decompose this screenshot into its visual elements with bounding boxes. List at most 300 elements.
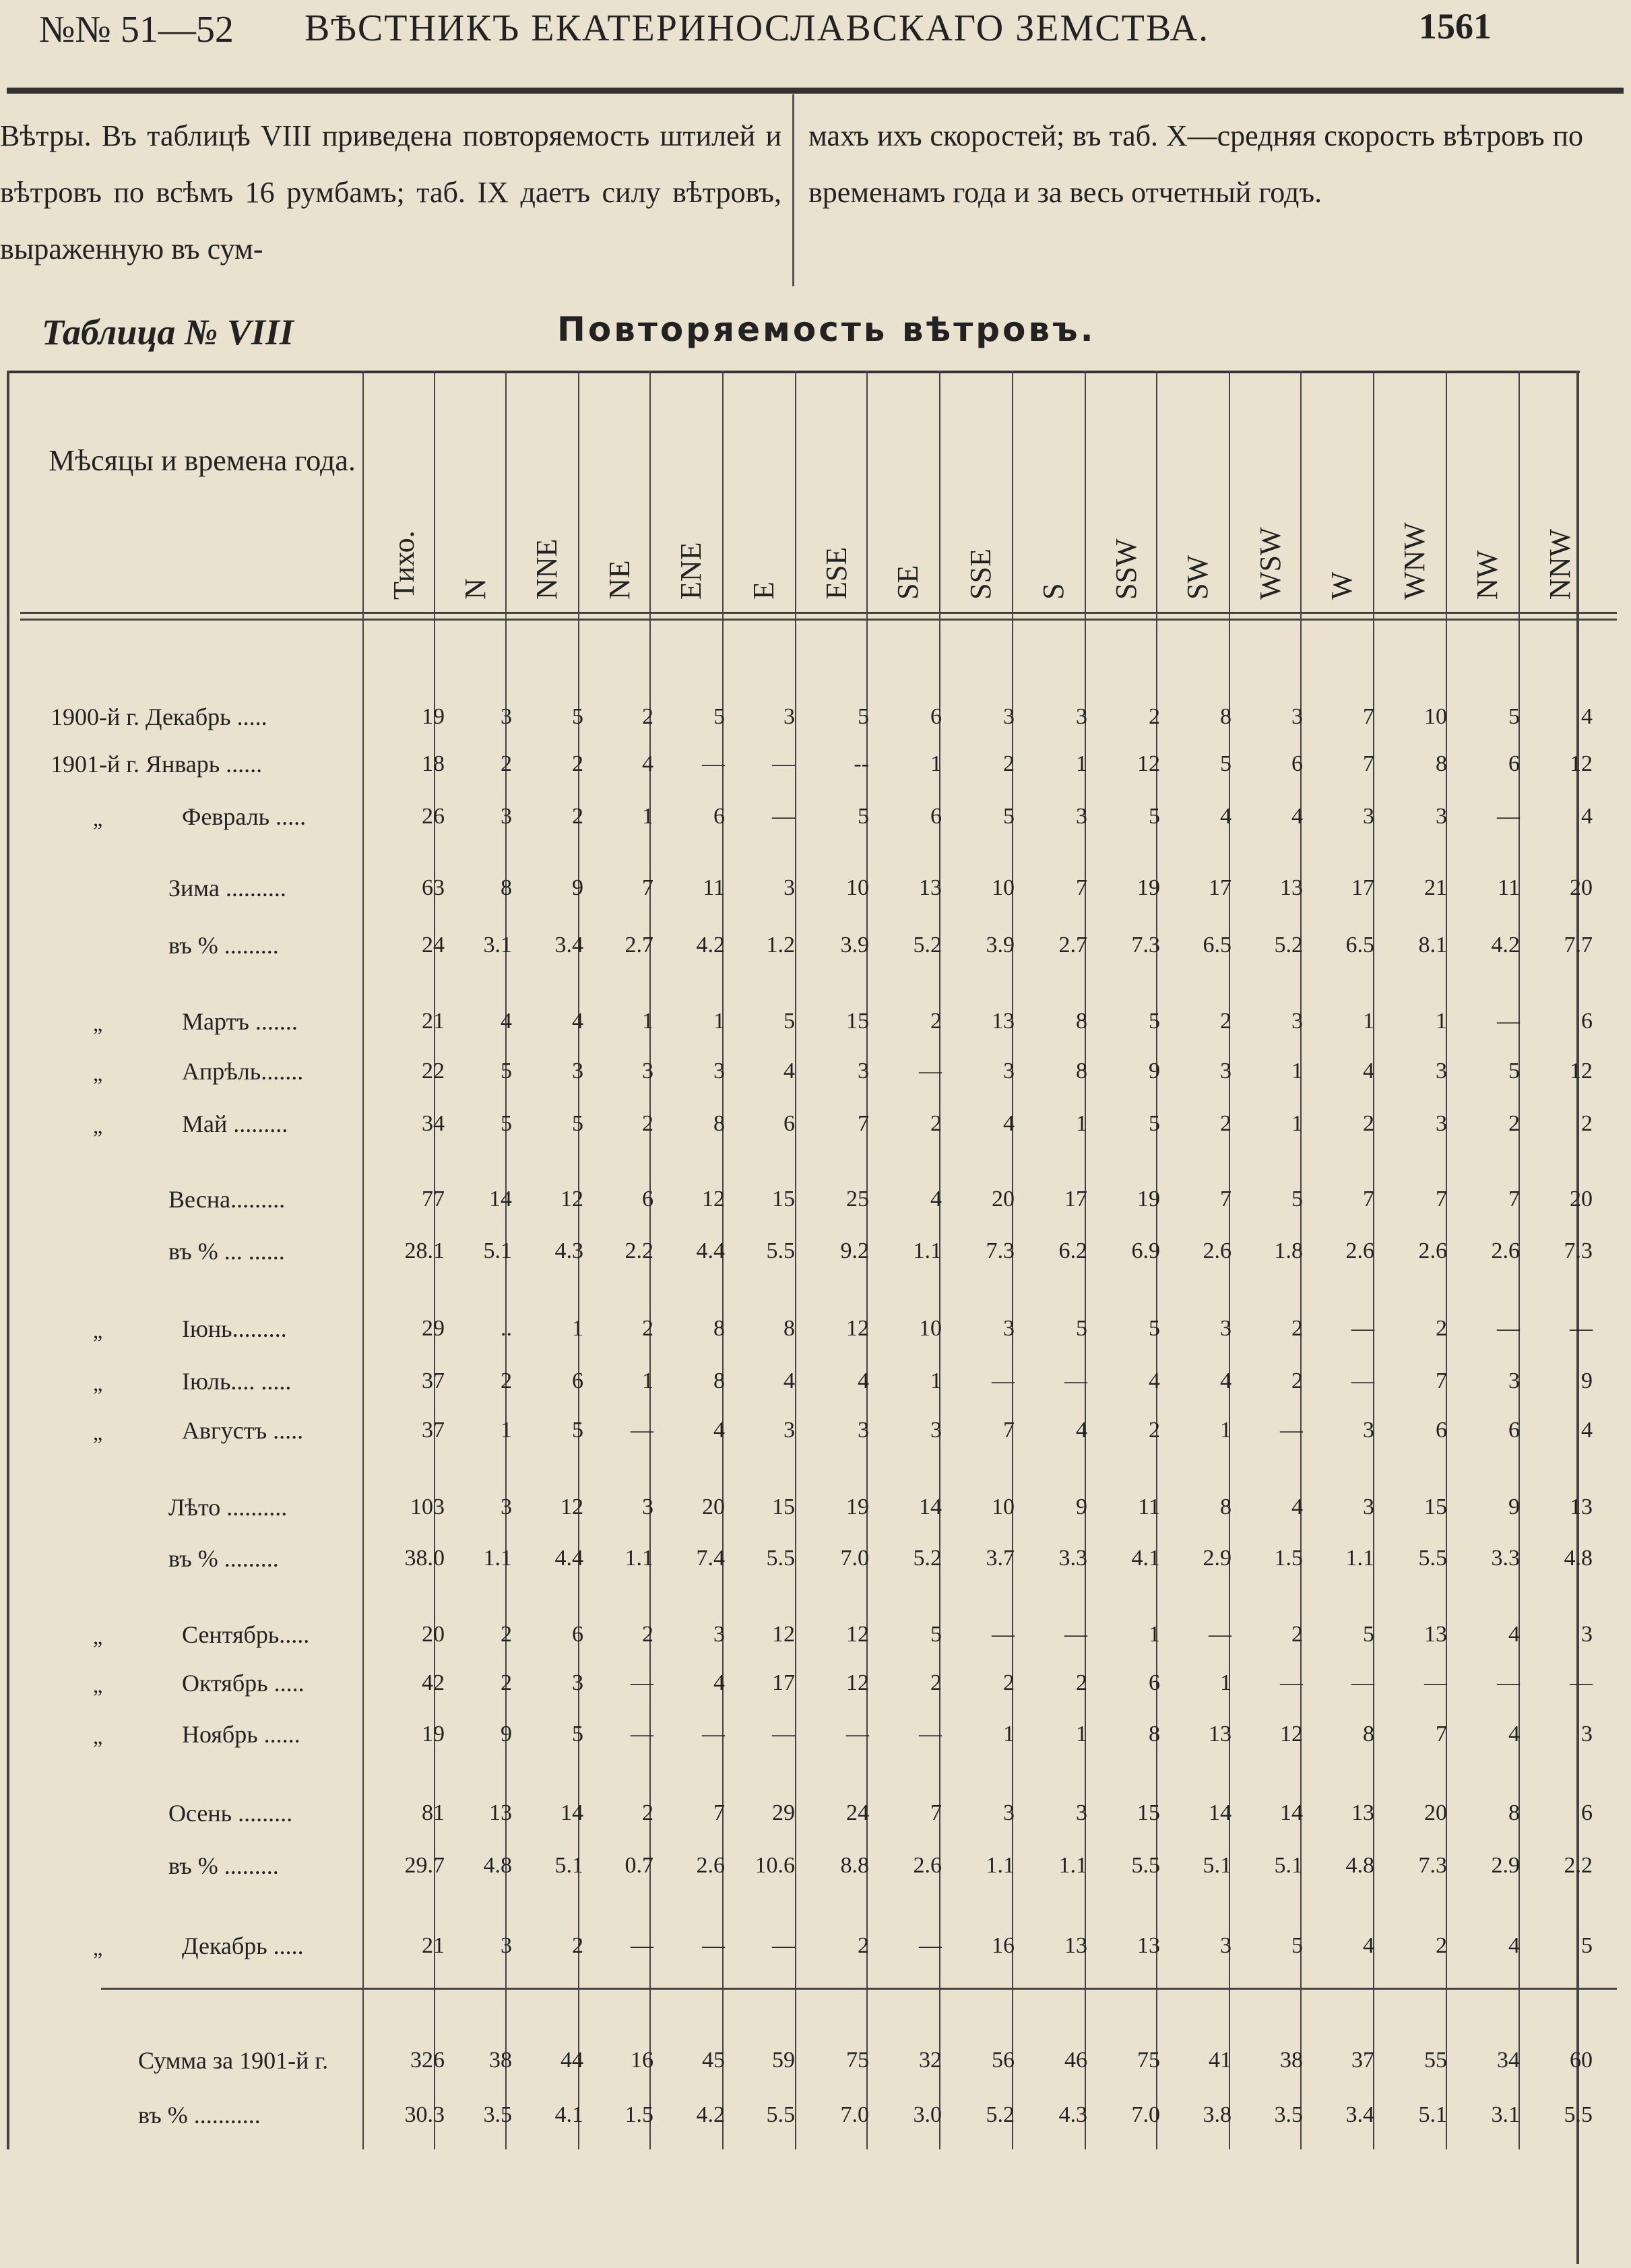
table-cell: 3: [1291, 704, 1303, 729]
table-cell: 7.0: [840, 1546, 869, 1571]
ditto-mark: „: [93, 807, 103, 831]
row-label: Іюнь.........: [182, 1315, 287, 1342]
table-cell: 4: [1149, 1368, 1160, 1393]
table-cell: 3: [501, 704, 512, 729]
table-cell: 13: [1064, 1933, 1087, 1958]
table-cell: —: [1351, 1670, 1374, 1695]
table-cell: 3: [783, 1418, 795, 1443]
table-cell: 56: [992, 2048, 1015, 2073]
table-cell: 29: [772, 1800, 795, 1825]
table-cell: 37: [1351, 2048, 1374, 2073]
table-cell: 19: [1137, 1187, 1160, 1211]
table-cell: 8: [713, 1316, 725, 1341]
table-cell: 6.5: [1203, 933, 1232, 957]
table-cell: 6: [572, 1622, 583, 1647]
table-cell: 2: [501, 1368, 512, 1393]
table-cell: 1.5: [1274, 1546, 1303, 1571]
table-cell: 10: [846, 875, 869, 900]
row-label: въ % .........: [168, 1852, 279, 1879]
table-cell: 38.0: [404, 1546, 445, 1571]
table-cell: 8: [1076, 1009, 1087, 1034]
row-label: Февраль .....: [182, 803, 307, 830]
table-cell: 3: [1363, 1418, 1374, 1443]
row-label: 1901-й г. Январь ......: [51, 751, 263, 778]
table-cell: 4: [572, 1009, 583, 1034]
table-cell: 7.3: [1418, 1853, 1447, 1878]
table-cell: 5.1: [483, 1238, 512, 1263]
table-cell: 2: [930, 1670, 942, 1695]
table-cell: 1: [930, 751, 942, 776]
table-cell: —: [919, 1059, 942, 1083]
table-cell: 7: [713, 1800, 725, 1825]
row-label: Октябрь .....: [182, 1670, 305, 1697]
table-label: Таблица № VIII: [42, 312, 294, 352]
table-cell: 12: [1280, 1722, 1303, 1746]
table-cell: 5.2: [913, 933, 942, 957]
column-header: WSW: [1254, 527, 1287, 600]
table-cell: 1: [1076, 1111, 1087, 1136]
table-cell: 3.9: [840, 933, 869, 957]
table-cell: 6: [1581, 1009, 1593, 1034]
table-cell: 14: [1209, 1800, 1232, 1825]
table-cell: --: [854, 751, 869, 776]
table-cell: 3: [1508, 1368, 1520, 1393]
table-cell: 2.6: [1345, 1238, 1374, 1263]
table-cell: 6.9: [1131, 1238, 1160, 1263]
table-cell: 4: [1508, 1622, 1520, 1647]
table-cell: 3.0: [913, 2102, 942, 2127]
table-cell: 3: [1076, 804, 1087, 829]
table-cell: 7: [1363, 1187, 1374, 1211]
table-cell: 5: [1508, 1059, 1520, 1083]
table-cell: 2: [1149, 704, 1160, 729]
table-cell: 3: [1076, 704, 1087, 729]
table-cell: 37: [422, 1418, 445, 1443]
table-cell: —: [1064, 1622, 1087, 1647]
table-cell: 5.2: [913, 1546, 942, 1571]
table-cell: 4: [501, 1009, 512, 1034]
table-cell: 2: [572, 804, 583, 829]
table-cell: —: [846, 1722, 869, 1746]
table-cell: 4.2: [1491, 933, 1520, 957]
table-cell: —: [1351, 1316, 1374, 1341]
table-cell: 8.1: [1418, 933, 1447, 957]
table-cell: 3: [501, 1933, 512, 1958]
table-cell: 5: [930, 1622, 942, 1647]
table-cell: —: [1497, 1009, 1520, 1034]
table-cell: 3: [1436, 1111, 1447, 1136]
table-cell: 3.4: [1345, 2102, 1374, 2127]
table-cell: 3.8: [1203, 2102, 1232, 2127]
table-cell: 1: [1076, 751, 1087, 776]
table-cell: 2: [572, 751, 583, 776]
table-cell: 32: [919, 2048, 942, 2073]
table-cell: 5: [858, 704, 869, 729]
column-header: SSW: [1110, 538, 1143, 600]
table-cell: 2: [1436, 1316, 1447, 1341]
table-cell: 9: [501, 1722, 512, 1746]
table-cell: 4.8: [483, 1853, 512, 1878]
table-cell: 3: [713, 1059, 725, 1083]
table-cell: 5.1: [1203, 1853, 1232, 1878]
table-cell: 4.8: [1564, 1546, 1593, 1571]
table-cell: 4: [930, 1187, 942, 1211]
table-cell: 2.7: [1058, 933, 1087, 957]
table-cell: 1: [1291, 1059, 1303, 1083]
table-cell: 6: [642, 1187, 653, 1211]
table-cell: 5: [1076, 1316, 1087, 1341]
table-cell: 7: [642, 875, 653, 900]
table-cell: —: [992, 1622, 1015, 1647]
table-cell: 1.1: [1345, 1546, 1374, 1571]
table-cell: 3: [1436, 804, 1447, 829]
table-cell: 13: [992, 1009, 1015, 1034]
table-cell: 8: [713, 1111, 725, 1136]
table-cell: 9.2: [840, 1238, 869, 1263]
table-cell: 8: [1220, 704, 1232, 729]
table-cell: 20: [1570, 1187, 1593, 1211]
row-label: въ % .........: [168, 932, 279, 959]
ditto-mark: „: [93, 1673, 103, 1697]
table-cell: 77: [422, 1187, 445, 1211]
table-cell: 1: [1220, 1670, 1232, 1695]
table-cell: 3: [1581, 1622, 1593, 1647]
column-header: E: [747, 581, 780, 600]
table-cell: 2: [1291, 1622, 1303, 1647]
table-cell: 4: [1220, 804, 1232, 829]
table-cell: 4: [642, 751, 653, 776]
table-cell: 45: [702, 2048, 725, 2073]
table-cell: 3: [858, 1059, 869, 1083]
table-cell: 1: [1436, 1009, 1447, 1034]
table-cell: 12: [846, 1622, 869, 1647]
table-cell: 63: [422, 875, 445, 900]
table-cell: 4.4: [554, 1546, 583, 1571]
table-cell: 1.5: [625, 2102, 653, 2127]
table-cell: 2.6: [913, 1853, 942, 1878]
table-column-rule: [795, 371, 796, 2149]
table-cell: 19: [846, 1494, 869, 1519]
table-cell: 5.5: [1564, 2102, 1593, 2127]
table-cell: 3.1: [483, 933, 512, 957]
table-cell: 3.1: [1491, 2102, 1520, 2127]
table-cell: 17: [1064, 1187, 1087, 1211]
table-cell: 5: [1003, 804, 1015, 829]
table-cell: 6: [930, 804, 942, 829]
table-cell: 3: [858, 1418, 869, 1443]
table-cell: 13: [1137, 1933, 1160, 1958]
table-cell: —: [702, 1722, 725, 1746]
table-cell: 5: [572, 1418, 583, 1443]
table-cell: 3: [572, 1670, 583, 1695]
table-cell: 5: [501, 1059, 512, 1083]
table-cell: 4.1: [554, 2102, 583, 2127]
table-cell: 9: [1581, 1368, 1593, 1393]
table-cell: 42: [422, 1670, 445, 1695]
table-cell: 5: [572, 704, 583, 729]
table-cell: 38: [489, 2048, 512, 2073]
table-cell: 1.1: [483, 1546, 512, 1571]
table-cell: 1.1: [625, 1546, 653, 1571]
intro-paragraph-left: Вѣтры. Въ таблицѣ VIII приведена повторяемость штилей и вѣтровъ по всѣмъ 16 румбамъ; таб. IX даетъ силу вѣтровъ, выраженную въ сум-: [0, 119, 781, 265]
table-cell: 3: [713, 1622, 725, 1647]
table-cell: 3: [1076, 1800, 1087, 1825]
table-cell: 17: [772, 1670, 795, 1695]
table-cell: 8.8: [840, 1853, 869, 1878]
ditto-mark: „: [93, 1061, 103, 1085]
table-cell: —: [1351, 1368, 1374, 1393]
table-cell: 5: [1581, 1933, 1593, 1958]
column-header: ESE: [820, 546, 853, 600]
table-cell: 9: [1508, 1494, 1520, 1519]
table-cell: 2: [1003, 751, 1015, 776]
column-header: N: [459, 578, 492, 600]
table-cell: 2.6: [1418, 1238, 1447, 1263]
table-cell: 7: [1436, 1368, 1447, 1393]
table-cell: 1: [1149, 1622, 1160, 1647]
table-cell: 13: [1570, 1494, 1593, 1519]
table-cell: 13: [1351, 1800, 1374, 1825]
table-cell: —: [992, 1368, 1015, 1393]
table-cell: —: [772, 751, 795, 776]
table-cell: 22: [422, 1059, 445, 1083]
table-cell: 4: [713, 1670, 725, 1695]
table-cell: 1: [642, 1009, 653, 1034]
table-cell: 19: [422, 1722, 445, 1746]
row-label: Осень .........: [168, 1800, 293, 1827]
table-cell: 3.7: [986, 1546, 1015, 1571]
table-cell: 2: [1220, 1111, 1232, 1136]
table-cell: 2: [501, 1670, 512, 1695]
table-cell: 7: [1363, 751, 1374, 776]
table-cell: —: [1280, 1670, 1303, 1695]
table-cell: 8: [783, 1316, 795, 1341]
table-cell: 2.9: [1491, 1853, 1520, 1878]
table-cell: 6: [1291, 751, 1303, 776]
table-cell: 2: [1149, 1418, 1160, 1443]
table-cell: 5.2: [986, 2102, 1015, 2127]
page-number: 1561: [1419, 6, 1492, 46]
table-cell: 4: [1291, 804, 1303, 829]
table-cell: 4.3: [1058, 2102, 1087, 2127]
table-cell: 34: [1497, 2048, 1520, 2073]
ditto-mark: „: [93, 1319, 103, 1343]
intro-paragraph-right: махъ ихъ скоростей; въ таб. X—средняя скорость вѣтровъ по временамъ года и за весь отчетный годъ.: [808, 119, 1583, 209]
table-cell: 2: [501, 751, 512, 776]
table-cell: 2: [1363, 1111, 1374, 1136]
row-label: Ноябрь ......: [182, 1721, 300, 1748]
column-header: Тихо.: [387, 530, 420, 600]
table-cell: 3: [501, 804, 512, 829]
table-cell: 7.3: [1564, 1238, 1593, 1263]
table-cell: 5: [1149, 1111, 1160, 1136]
row-label: Апрѣль.......: [182, 1058, 304, 1085]
table-cell: 8: [713, 1368, 725, 1393]
table-cell: 8: [1220, 1494, 1232, 1519]
table-cell: 4: [1291, 1494, 1303, 1519]
table-cell: 5.2: [1274, 933, 1303, 957]
table-cell: 1: [1076, 1722, 1087, 1746]
ditto-mark: „: [93, 1420, 103, 1445]
table-cell: 2.9: [1203, 1546, 1232, 1571]
table-cell: 6: [713, 804, 725, 829]
table-cell: 4: [1220, 1368, 1232, 1393]
table-cell: —: [1497, 804, 1520, 829]
table-cell: —: [702, 751, 725, 776]
table-cell: 2: [572, 1933, 583, 1958]
table-cell: 5: [1149, 804, 1160, 829]
table-cell: 4: [783, 1059, 795, 1083]
table-cell: 1.1: [1058, 1853, 1087, 1878]
row-label: Зима ..........: [168, 875, 286, 902]
table-cell: 2: [642, 704, 653, 729]
column-header: SSE: [964, 548, 997, 600]
table-cell: 3: [1220, 1059, 1232, 1083]
table-cell: 13: [489, 1800, 512, 1825]
column-divider: [792, 94, 794, 286]
table-cell: 6: [1436, 1418, 1447, 1443]
table-cell: 15: [772, 1494, 795, 1519]
table-cell: 3: [1291, 1009, 1303, 1034]
table-cell: 3: [1363, 804, 1374, 829]
table-cell: 2: [642, 1800, 653, 1825]
table-cell: 4.4: [696, 1238, 725, 1263]
table-cell: 13: [1424, 1622, 1447, 1647]
table-cell: 5: [572, 1111, 583, 1136]
table-cell: 3.3: [1491, 1546, 1520, 1571]
table-cell: 3.9: [986, 933, 1015, 957]
table-cell: 4: [1508, 1933, 1520, 1958]
month-column-header: Мѣсяцы и времена года.: [49, 444, 356, 477]
row-label: Сентябрь.....: [182, 1621, 310, 1648]
table-cell: 5: [713, 704, 725, 729]
table-cell: 3: [1003, 1059, 1015, 1083]
table-cell: 6: [783, 1111, 795, 1136]
table-cell: 29.7: [404, 1853, 445, 1878]
table-cell: 14: [561, 1800, 583, 1825]
ditto-mark: „: [93, 1936, 103, 1960]
journal-title: ВѢСТНИКЪ ЕКАТЕРИНОСЛАВСКАГО ЗЕМСТВА.: [305, 7, 1210, 49]
table-cell: 29: [422, 1316, 445, 1341]
table-row-rule: [20, 612, 1617, 614]
ditto-mark: „: [93, 1625, 103, 1649]
table-cell: 10: [919, 1316, 942, 1341]
table-cell: 5.5: [1131, 1853, 1160, 1878]
table-cell: 1: [1363, 1009, 1374, 1034]
table-cell: —: [1497, 1670, 1520, 1695]
table-cell: —: [1570, 1316, 1593, 1341]
table-cell: 3: [1220, 1933, 1232, 1958]
table-cell: 34: [422, 1111, 445, 1136]
table-cell: 12: [772, 1622, 795, 1647]
table-cell: 15: [1137, 1800, 1160, 1825]
table-cell: 3: [1003, 1800, 1015, 1825]
table-cell: 4.2: [696, 933, 725, 957]
table-cell: —: [702, 1933, 725, 1958]
table-cell: 5: [858, 804, 869, 829]
table-cell: —: [631, 1722, 653, 1746]
table-cell: 20: [1570, 875, 1593, 900]
row-label: въ % ...........: [138, 2102, 261, 2129]
column-header: NW: [1471, 550, 1504, 600]
table-cell: 4: [1363, 1059, 1374, 1083]
table-cell: 6: [930, 704, 942, 729]
table-cell: 4: [1363, 1933, 1374, 1958]
column-header: NNW: [1543, 528, 1576, 600]
table-cell: 5: [1291, 1187, 1303, 1211]
table-cell: 4: [1581, 704, 1593, 729]
page-header: [0, 0, 1631, 67]
table-cell: 17: [1209, 875, 1232, 900]
table-column-rule: [362, 371, 364, 2149]
ditto-mark: „: [93, 1011, 103, 1036]
table-cell: 1: [501, 1418, 512, 1443]
table-cell: 25: [846, 1187, 869, 1211]
table-cell: 4: [1581, 804, 1593, 829]
table-cell: —: [919, 1722, 942, 1746]
table-cell: 5: [1149, 1009, 1160, 1034]
table-cell: 28.1: [404, 1238, 445, 1263]
table-cell: 7.7: [1564, 933, 1593, 957]
table-cell: 59: [772, 2048, 795, 2073]
table-cell: 4: [713, 1418, 725, 1443]
table-cell: 4.2: [696, 2102, 725, 2127]
table-cell: 7: [1508, 1187, 1520, 1211]
table-cell: 3: [1363, 1494, 1374, 1519]
table-cell: 12: [702, 1187, 725, 1211]
table-cell: 2: [1508, 1111, 1520, 1136]
table-cell: 4: [1581, 1418, 1593, 1443]
column-header: SW: [1181, 555, 1214, 600]
table-cell: 2: [501, 1622, 512, 1647]
row-label: въ % .........: [168, 1545, 279, 1572]
table-cell: 5.1: [1274, 1853, 1303, 1878]
table-cell: 18: [422, 751, 445, 776]
table-cell: 1: [642, 804, 653, 829]
table-cell: 1: [1220, 1418, 1232, 1443]
table-cell: 0.7: [625, 1853, 653, 1878]
table-cell: 9: [572, 875, 583, 900]
table-cell: 24: [422, 933, 445, 957]
table-cell: 13: [919, 875, 942, 900]
table-cell: 1.1: [986, 1853, 1015, 1878]
issue-number: №№ 51—52: [39, 9, 234, 51]
table-cell: 8: [1436, 751, 1447, 776]
table-cell: 10: [1424, 704, 1447, 729]
table-cell: 1: [642, 1368, 653, 1393]
table-cell: 7: [1220, 1187, 1232, 1211]
table-cell: 3: [642, 1059, 653, 1083]
table-cell: 2: [930, 1009, 942, 1034]
table-cell: 2: [1220, 1009, 1232, 1034]
table-cell: 75: [846, 2048, 869, 2073]
ditto-mark: „: [93, 1114, 103, 1138]
table-cell: 3.5: [1274, 2102, 1303, 2127]
row-label: Августъ .....: [182, 1417, 304, 1444]
table-cell: 3: [642, 1494, 653, 1519]
table-cell: 17: [1351, 875, 1374, 900]
table-cell: 24: [846, 1800, 869, 1825]
table-cell: 1: [713, 1009, 725, 1034]
table-cell: 326: [410, 2048, 445, 2073]
table-row-rule: [20, 619, 1617, 621]
table-cell: 21: [422, 1009, 445, 1034]
table-cell: 1.8: [1274, 1238, 1303, 1263]
table-cell: 1.1: [913, 1238, 942, 1263]
table-cell: 11: [703, 875, 725, 900]
table-cell: 5: [501, 1111, 512, 1136]
table-cell: 81: [422, 1800, 445, 1825]
